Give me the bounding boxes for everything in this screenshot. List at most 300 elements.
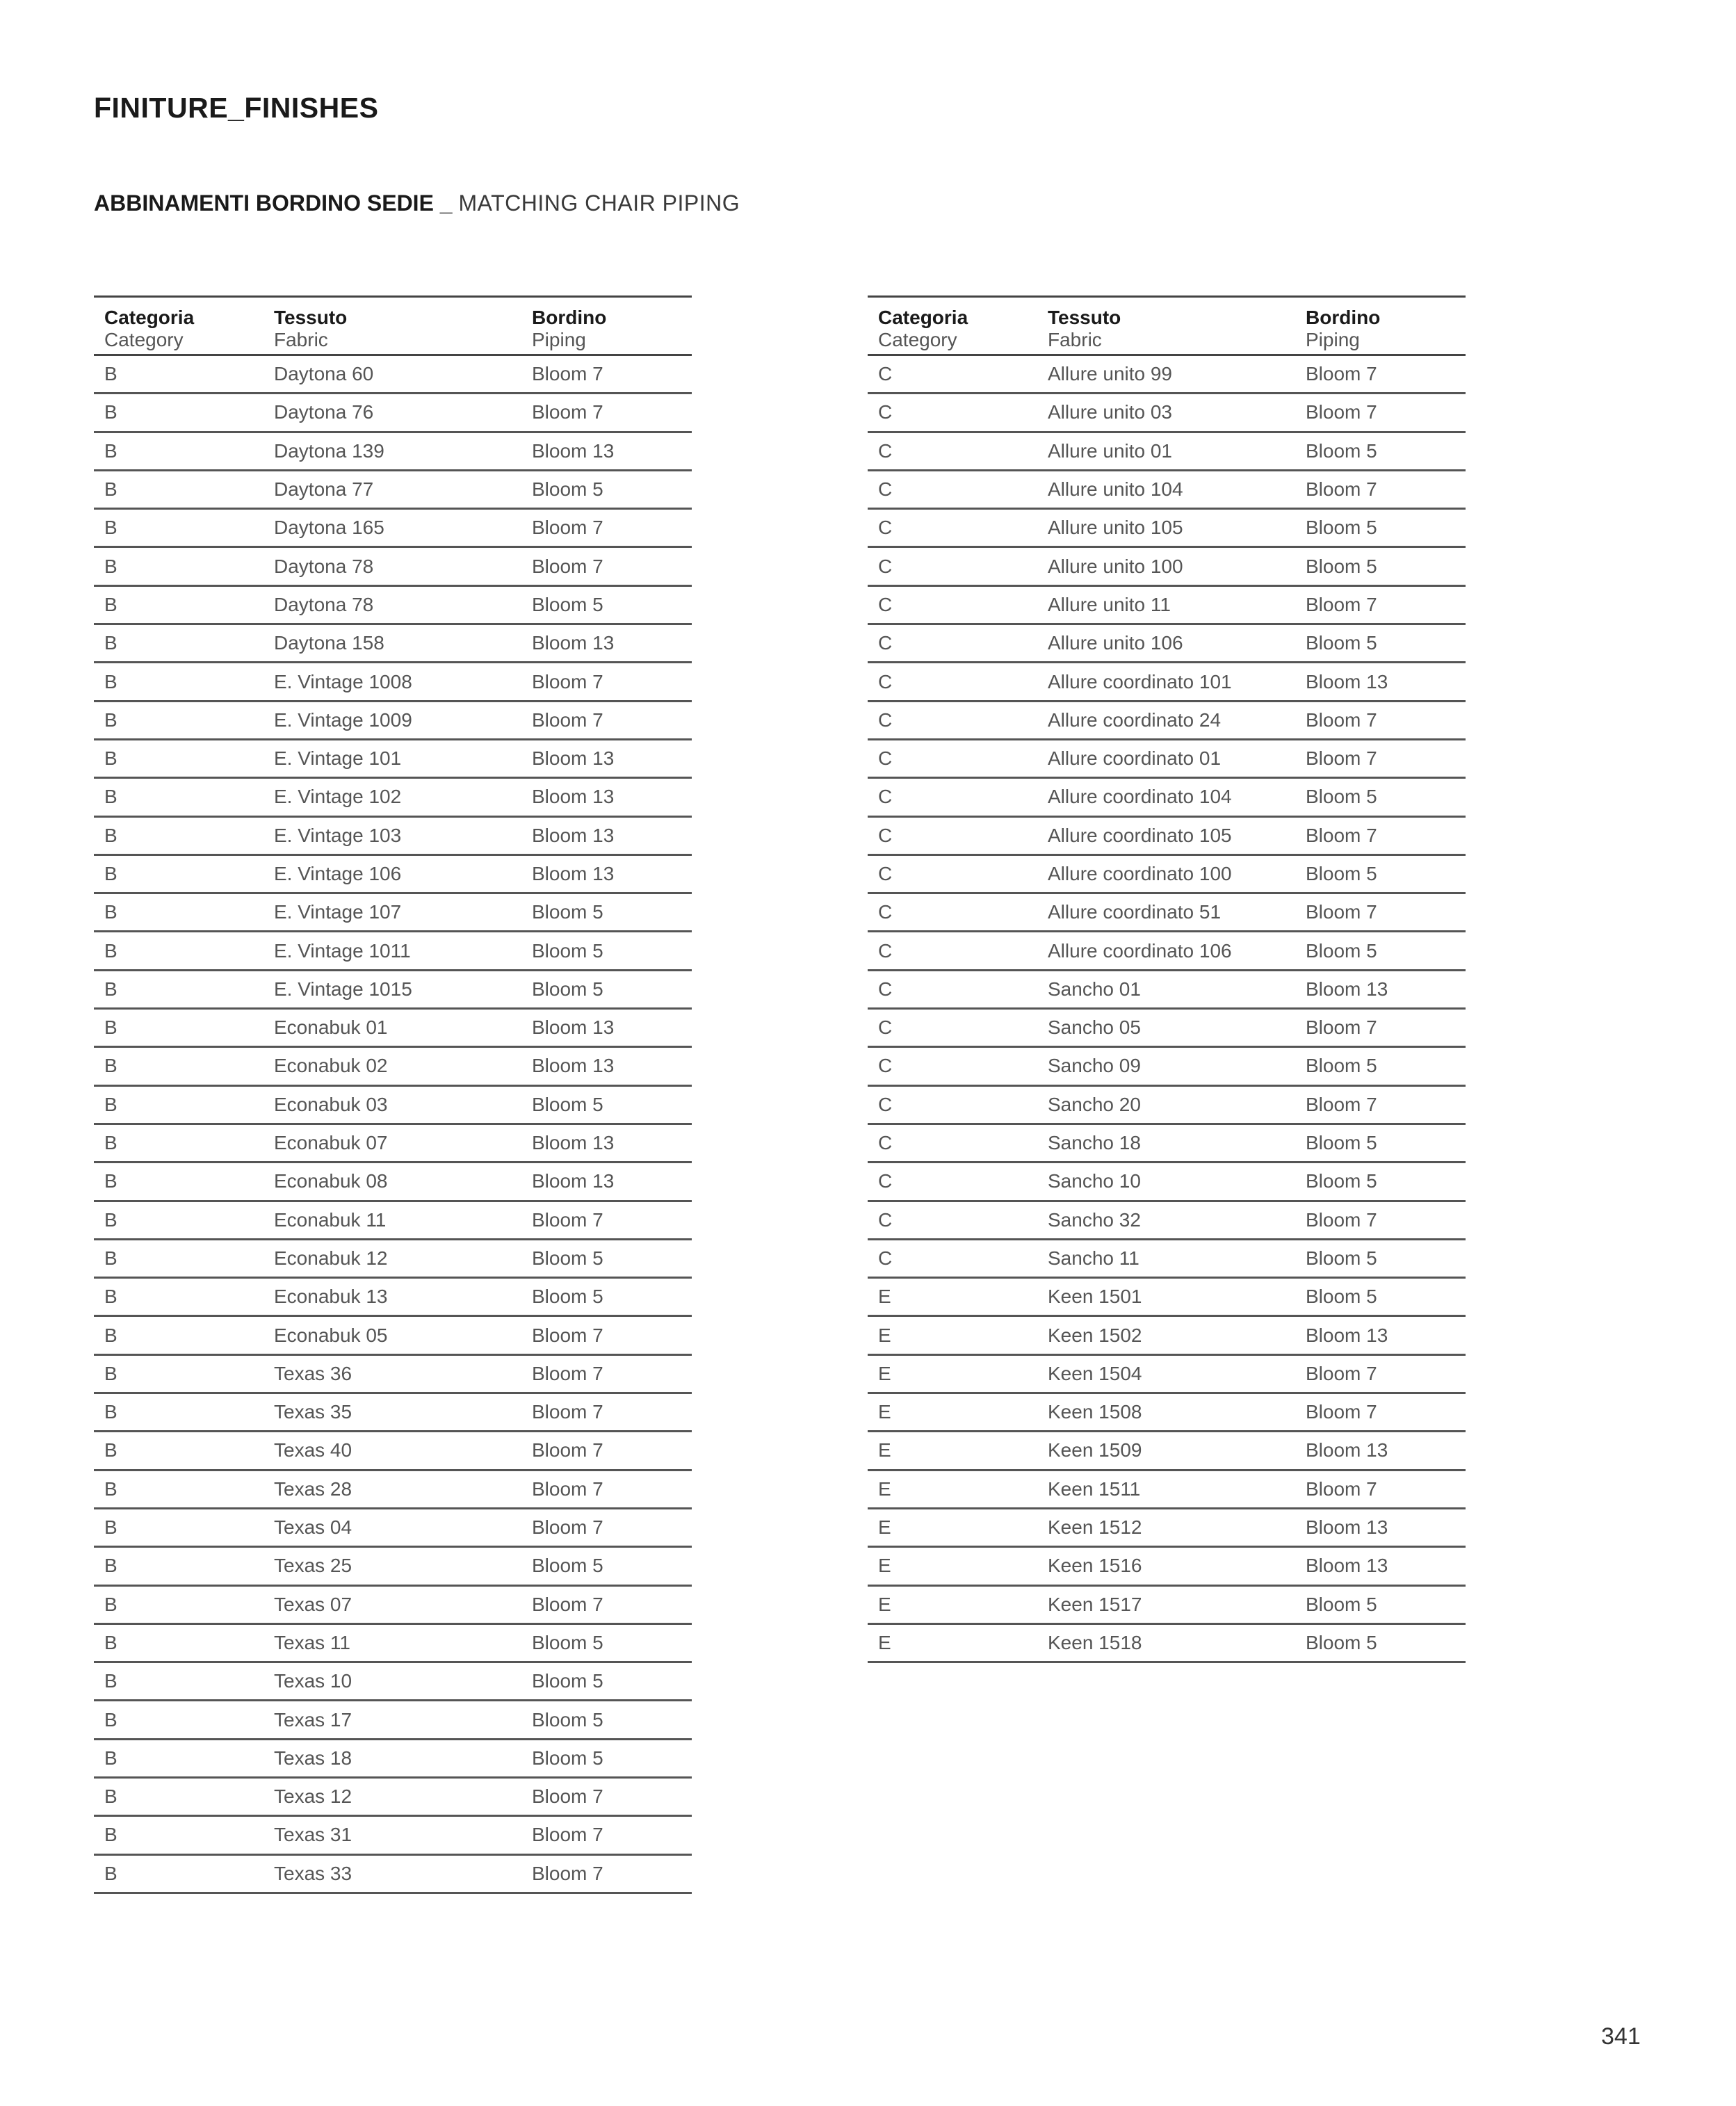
cell-category: C — [878, 863, 893, 884]
table-row — [94, 1202, 692, 1240]
cell-category: C — [878, 1132, 893, 1154]
cell-fabric: Allure unito 100 — [1048, 555, 1183, 577]
table-row — [868, 971, 1466, 1010]
cell-piping: Bloom 7 — [532, 1862, 603, 1884]
cell-piping: Bloom 7 — [532, 1324, 603, 1346]
cell-fabric: E. Vintage 1015 — [274, 978, 412, 1000]
cell-fabric: Keen 1509 — [1048, 1439, 1142, 1461]
cell-fabric: Sancho 18 — [1048, 1132, 1141, 1154]
cell-fabric: Keen 1504 — [1048, 1362, 1142, 1384]
table-row — [94, 1625, 692, 1663]
header-piping — [1295, 307, 1466, 354]
cell-piping: Bloom 13 — [532, 824, 615, 846]
cell-fabric: Allure unito 03 — [1048, 401, 1173, 423]
cell-category: E — [878, 1286, 891, 1308]
table-row — [94, 1817, 692, 1855]
cell-fabric: E. Vintage 101 — [274, 747, 402, 770]
cell-fabric: Allure unito 11 — [1048, 593, 1171, 615]
cell-piping: Bloom 13 — [532, 632, 615, 654]
table-row — [94, 548, 692, 586]
table-row — [94, 1087, 692, 1125]
table-row — [94, 394, 692, 432]
cell-piping: Bloom 13 — [1306, 670, 1388, 692]
section-subtitle — [94, 191, 740, 216]
cell-fabric: Keen 1511 — [1048, 1477, 1141, 1500]
cell-piping: Bloom 5 — [532, 1670, 603, 1692]
cell-piping: Bloom 13 — [532, 439, 615, 462]
cell-category: C — [878, 786, 893, 808]
cell-piping: Bloom 7 — [532, 1824, 603, 1846]
header-piping-en: Piping — [1306, 329, 1360, 350]
cell-category: B — [104, 1132, 117, 1154]
cell-category: C — [878, 517, 893, 539]
cell-fabric: E. Vintage 103 — [274, 824, 402, 846]
cell-fabric: Allure unito 01 — [1048, 439, 1173, 462]
cell-fabric: Keen 1512 — [1048, 1516, 1142, 1539]
table-row — [94, 625, 692, 663]
cell-category: C — [878, 978, 893, 1000]
cell-category: E — [878, 1324, 891, 1346]
table-row — [94, 1856, 692, 1894]
cell-category: B — [104, 1439, 117, 1461]
cell-piping: Bloom 13 — [532, 1132, 615, 1154]
cell-piping: Bloom 7 — [1306, 1362, 1377, 1384]
table-row — [868, 587, 1466, 625]
table-row — [94, 1548, 692, 1586]
cell-piping: Bloom 5 — [532, 901, 603, 923]
table-row — [868, 1010, 1466, 1048]
cell-fabric: E. Vintage 102 — [274, 786, 402, 808]
cell-category: B — [104, 1862, 117, 1884]
cell-fabric: Allure coordinato 101 — [1048, 670, 1232, 692]
cell-category: B — [104, 786, 117, 808]
cell-category: B — [104, 1516, 117, 1539]
table-row — [868, 663, 1466, 702]
table-row — [868, 1163, 1466, 1201]
cell-fabric: Econabuk 03 — [274, 1093, 388, 1115]
cell-piping: Bloom 5 — [1306, 555, 1377, 577]
cell-category: C — [878, 1170, 893, 1192]
cell-fabric: Daytona 158 — [274, 632, 384, 654]
table-row — [94, 894, 692, 932]
table-row — [94, 587, 692, 625]
cell-piping: Bloom 5 — [1306, 1055, 1377, 1077]
table-row — [94, 1587, 692, 1625]
cell-fabric: Allure unito 104 — [1048, 478, 1183, 501]
header-category-it: Categoria — [104, 307, 195, 328]
table-row — [868, 356, 1466, 394]
cell-fabric: Texas 40 — [274, 1439, 352, 1461]
cell-piping: Bloom 7 — [532, 1401, 603, 1423]
cell-piping: Bloom 7 — [532, 401, 603, 423]
cell-piping: Bloom 5 — [1306, 1631, 1377, 1653]
cell-fabric: Keen 1517 — [1048, 1593, 1142, 1615]
table-row — [868, 818, 1466, 856]
table-row — [868, 856, 1466, 894]
cell-fabric: E. Vintage 1011 — [274, 939, 411, 962]
cell-piping: Bloom 7 — [1306, 593, 1377, 615]
cell-category: B — [104, 901, 117, 923]
header-piping-it: Bordino — [532, 307, 607, 328]
cell-category: B — [104, 439, 117, 462]
piping-table-right — [868, 295, 1466, 1663]
cell-piping: Bloom 7 — [532, 1477, 603, 1500]
cell-piping: Bloom 7 — [532, 1439, 603, 1461]
header-category — [94, 307, 263, 354]
cell-piping: Bloom 7 — [532, 1208, 603, 1231]
header-category-it: Categoria — [878, 307, 968, 328]
piping-table-left — [94, 295, 692, 1894]
header-fabric-it: Tessuto — [274, 307, 348, 328]
page-number: 341 — [1601, 2023, 1641, 2050]
cell-fabric: Econabuk 12 — [274, 1247, 388, 1269]
cell-category: C — [878, 1055, 893, 1077]
table-row — [94, 856, 692, 894]
cell-category: B — [104, 593, 117, 615]
header-piping — [521, 307, 692, 354]
cell-piping: Bloom 5 — [1306, 863, 1377, 884]
cell-piping: Bloom 7 — [1306, 1016, 1377, 1039]
cell-fabric: Daytona 76 — [274, 401, 374, 423]
cell-piping: Bloom 13 — [532, 863, 615, 884]
cell-category: B — [104, 1555, 117, 1577]
header-category — [868, 307, 1037, 354]
table-body — [868, 356, 1466, 1663]
table-header — [94, 298, 692, 356]
cell-category: B — [104, 670, 117, 692]
cell-fabric: Sancho 20 — [1048, 1093, 1141, 1115]
header-fabric — [1037, 307, 1295, 354]
cell-piping: Bloom 5 — [532, 1555, 603, 1577]
cell-piping: Bloom 7 — [532, 517, 603, 539]
cell-fabric: Keen 1518 — [1048, 1631, 1142, 1653]
table-row — [94, 1663, 692, 1701]
table-row — [868, 1125, 1466, 1163]
cell-fabric: Daytona 165 — [274, 517, 384, 539]
cell-category: B — [104, 1824, 117, 1846]
cell-fabric: Allure unito 99 — [1048, 363, 1173, 385]
cell-piping: Bloom 13 — [1306, 978, 1388, 1000]
cell-category: C — [878, 1093, 893, 1115]
table-row — [868, 1202, 1466, 1240]
cell-piping: Bloom 5 — [532, 593, 603, 615]
cell-category: C — [878, 708, 893, 731]
table-row — [868, 394, 1466, 432]
table-row — [868, 740, 1466, 779]
cell-category: B — [104, 978, 117, 1000]
cell-fabric: Texas 18 — [274, 1747, 352, 1769]
cell-category: C — [878, 1247, 893, 1269]
table-row — [868, 1509, 1466, 1548]
table-row — [868, 1625, 1466, 1663]
cell-fabric: Sancho 05 — [1048, 1016, 1141, 1039]
cell-piping: Bloom 5 — [1306, 1132, 1377, 1154]
cell-category: C — [878, 401, 893, 423]
cell-piping: Bloom 5 — [1306, 1247, 1377, 1269]
cell-piping: Bloom 7 — [1306, 1477, 1377, 1500]
header-piping-it: Bordino — [1306, 307, 1381, 328]
cell-category: B — [104, 1477, 117, 1500]
cell-piping: Bloom 5 — [1306, 439, 1377, 462]
cell-category: B — [104, 1747, 117, 1769]
cell-piping: Bloom 7 — [1306, 901, 1377, 923]
cell-fabric: Allure unito 105 — [1048, 517, 1183, 539]
table-row — [868, 625, 1466, 663]
cell-fabric: Texas 17 — [274, 1708, 352, 1731]
cell-category: B — [104, 1362, 117, 1384]
cell-piping: Bloom 7 — [532, 1516, 603, 1539]
cell-piping: Bloom 5 — [1306, 1170, 1377, 1192]
table-row — [868, 1279, 1466, 1317]
cell-fabric: Daytona 60 — [274, 363, 374, 385]
cell-category: E — [878, 1439, 891, 1461]
table-row — [94, 1125, 692, 1163]
cell-fabric: Texas 31 — [274, 1824, 352, 1846]
cell-piping: Bloom 5 — [1306, 1286, 1377, 1308]
cell-piping: Bloom 7 — [1306, 1401, 1377, 1423]
table-row — [868, 548, 1466, 586]
cell-piping: Bloom 5 — [532, 1708, 603, 1731]
cell-piping: Bloom 13 — [1306, 1439, 1388, 1461]
table-row — [94, 1509, 692, 1548]
cell-fabric: Texas 10 — [274, 1670, 352, 1692]
cell-fabric: Daytona 78 — [274, 555, 374, 577]
cell-piping: Bloom 13 — [1306, 1516, 1388, 1539]
cell-fabric: Allure coordinato 01 — [1048, 747, 1222, 770]
cell-category: E — [878, 1631, 891, 1653]
header-fabric-en: Fabric — [274, 329, 328, 350]
cell-fabric: Econabuk 01 — [274, 1016, 388, 1039]
cell-category: B — [104, 1055, 117, 1077]
cell-fabric: Allure coordinato 24 — [1048, 708, 1222, 731]
table-row — [94, 1432, 692, 1471]
cell-fabric: Econabuk 02 — [274, 1055, 388, 1077]
header-fabric-it: Tessuto — [1048, 307, 1121, 328]
cell-piping: Bloom 13 — [532, 747, 615, 770]
cell-piping: Bloom 7 — [532, 1785, 603, 1808]
cell-piping: Bloom 7 — [1306, 1208, 1377, 1231]
cell-fabric: Texas 35 — [274, 1401, 352, 1423]
cell-piping: Bloom 7 — [1306, 363, 1377, 385]
cell-piping: Bloom 7 — [532, 363, 603, 385]
cell-category: B — [104, 1286, 117, 1308]
table-row — [94, 1701, 692, 1740]
cell-category: B — [104, 747, 117, 770]
table-row — [868, 1587, 1466, 1625]
cell-piping: Bloom 13 — [1306, 1555, 1388, 1577]
table-row — [94, 1010, 692, 1048]
cell-piping: Bloom 7 — [532, 555, 603, 577]
cell-category: E — [878, 1401, 891, 1423]
cell-category: B — [104, 939, 117, 962]
cell-piping: Bloom 7 — [1306, 747, 1377, 770]
cell-category: B — [104, 1324, 117, 1346]
cell-fabric: Sancho 10 — [1048, 1170, 1141, 1192]
cell-piping: Bloom 13 — [532, 1170, 615, 1192]
cell-piping: Bloom 7 — [532, 670, 603, 692]
cell-piping: Bloom 13 — [1306, 1324, 1388, 1346]
cell-piping: Bloom 5 — [532, 939, 603, 962]
cell-category: B — [104, 1708, 117, 1731]
table-row — [94, 1394, 692, 1432]
cell-piping: Bloom 5 — [1306, 786, 1377, 808]
subtitle-english: MATCHING CHAIR PIPING — [458, 191, 740, 216]
cell-category: C — [878, 670, 893, 692]
cell-fabric: Econabuk 13 — [274, 1286, 388, 1308]
cell-category: C — [878, 747, 893, 770]
cell-category: B — [104, 1016, 117, 1039]
cell-category: C — [878, 901, 893, 923]
cell-category: E — [878, 1516, 891, 1539]
cell-piping: Bloom 5 — [532, 478, 603, 501]
cell-category: C — [878, 363, 893, 385]
cell-category: B — [104, 517, 117, 539]
cell-piping: Bloom 7 — [532, 1362, 603, 1384]
cell-category: B — [104, 1785, 117, 1808]
header-fabric-en: Fabric — [1048, 329, 1102, 350]
table-row — [868, 702, 1466, 740]
cell-piping: Bloom 7 — [1306, 478, 1377, 501]
cell-piping: Bloom 5 — [532, 978, 603, 1000]
table-row — [94, 740, 692, 779]
table-body — [94, 356, 692, 1894]
subtitle-italian: ABBINAMENTI BORDINO SEDIE _ — [94, 191, 453, 216]
cell-piping: Bloom 7 — [1306, 708, 1377, 731]
cell-piping: Bloom 7 — [1306, 824, 1377, 846]
cell-fabric: Texas 04 — [274, 1516, 352, 1539]
cell-fabric: Econabuk 08 — [274, 1170, 388, 1192]
cell-category: B — [104, 1247, 117, 1269]
cell-category: B — [104, 1208, 117, 1231]
table-row — [94, 663, 692, 702]
cell-category: B — [104, 1401, 117, 1423]
table-row — [868, 1548, 1466, 1586]
cell-piping: Bloom 5 — [1306, 1593, 1377, 1615]
cell-fabric: Texas 36 — [274, 1362, 352, 1384]
table-row — [94, 356, 692, 394]
cell-category: B — [104, 363, 117, 385]
cell-fabric: Texas 07 — [274, 1593, 352, 1615]
cell-piping: Bloom 7 — [532, 1593, 603, 1615]
table-row — [94, 702, 692, 740]
cell-fabric: Allure coordinato 106 — [1048, 939, 1232, 962]
table-row — [868, 1471, 1466, 1509]
cell-piping: Bloom 5 — [532, 1093, 603, 1115]
cell-category: C — [878, 593, 893, 615]
table-row — [94, 1279, 692, 1317]
table-row — [94, 471, 692, 510]
cell-fabric: Texas 11 — [274, 1631, 350, 1653]
cell-piping: Bloom 13 — [532, 1016, 615, 1039]
cell-category: B — [104, 555, 117, 577]
header-fabric — [263, 307, 521, 354]
cell-category: B — [104, 1093, 117, 1115]
table-row — [94, 1317, 692, 1355]
cell-piping: Bloom 7 — [532, 708, 603, 731]
cell-fabric: Allure coordinato 51 — [1048, 901, 1222, 923]
table-row — [94, 971, 692, 1010]
cell-fabric: Daytona 77 — [274, 478, 374, 501]
cell-fabric: Sancho 11 — [1048, 1247, 1139, 1269]
cell-category: E — [878, 1593, 891, 1615]
cell-category: C — [878, 824, 893, 846]
cell-fabric: Texas 25 — [274, 1555, 352, 1577]
cell-category: C — [878, 1208, 893, 1231]
cell-category: B — [104, 708, 117, 731]
cell-category: B — [104, 401, 117, 423]
cell-fabric: Texas 33 — [274, 1862, 352, 1884]
cell-category: C — [878, 439, 893, 462]
cell-piping: Bloom 5 — [532, 1247, 603, 1269]
cell-fabric: Allure unito 106 — [1048, 632, 1183, 654]
table-row — [868, 894, 1466, 932]
header-category-en: Category — [104, 329, 184, 350]
table-row — [94, 433, 692, 471]
table-row — [94, 1740, 692, 1779]
cell-category: B — [104, 632, 117, 654]
cell-category: B — [104, 863, 117, 884]
table-row — [94, 818, 692, 856]
table-row — [868, 1087, 1466, 1125]
cell-fabric: Texas 12 — [274, 1785, 352, 1808]
cell-piping: Bloom 5 — [1306, 517, 1377, 539]
table-row — [868, 1317, 1466, 1355]
table-row — [868, 1240, 1466, 1279]
cell-piping: Bloom 7 — [1306, 1093, 1377, 1115]
cell-category: B — [104, 1170, 117, 1192]
table-row — [868, 1432, 1466, 1471]
table-row — [94, 510, 692, 548]
table-header — [868, 298, 1466, 356]
table-row — [94, 1048, 692, 1086]
cell-category: C — [878, 555, 893, 577]
table-row — [94, 1240, 692, 1279]
table-row — [868, 932, 1466, 971]
header-category-en: Category — [878, 329, 957, 350]
cell-piping: Bloom 13 — [532, 1055, 615, 1077]
cell-fabric: Allure coordinato 100 — [1048, 863, 1232, 884]
cell-fabric: Econabuk 07 — [274, 1132, 388, 1154]
cell-fabric: Keen 1501 — [1048, 1286, 1142, 1308]
cell-piping: Bloom 5 — [1306, 939, 1377, 962]
cell-piping: Bloom 5 — [532, 1747, 603, 1769]
cell-fabric: Allure coordinato 104 — [1048, 786, 1232, 808]
cell-fabric: Daytona 139 — [274, 439, 384, 462]
cell-category: C — [878, 632, 893, 654]
cell-category: B — [104, 1593, 117, 1615]
cell-fabric: Keen 1516 — [1048, 1555, 1142, 1577]
table-row — [94, 1779, 692, 1817]
table-row — [868, 433, 1466, 471]
table-row — [868, 1394, 1466, 1432]
cell-piping: Bloom 5 — [532, 1286, 603, 1308]
cell-piping: Bloom 5 — [532, 1631, 603, 1653]
table-row — [94, 1356, 692, 1394]
table-row — [94, 932, 692, 971]
cell-fabric: Keen 1502 — [1048, 1324, 1142, 1346]
page-title: FINITURE_FINISHES — [94, 92, 379, 124]
table-row — [868, 1048, 1466, 1086]
cell-category: C — [878, 1016, 893, 1039]
cell-category: E — [878, 1477, 891, 1500]
cell-category: B — [104, 1670, 117, 1692]
cell-fabric: Sancho 09 — [1048, 1055, 1141, 1077]
cell-fabric: Texas 28 — [274, 1477, 352, 1500]
cell-category: C — [878, 478, 893, 501]
cell-fabric: Sancho 32 — [1048, 1208, 1141, 1231]
cell-fabric: Keen 1508 — [1048, 1401, 1142, 1423]
table-row — [868, 510, 1466, 548]
